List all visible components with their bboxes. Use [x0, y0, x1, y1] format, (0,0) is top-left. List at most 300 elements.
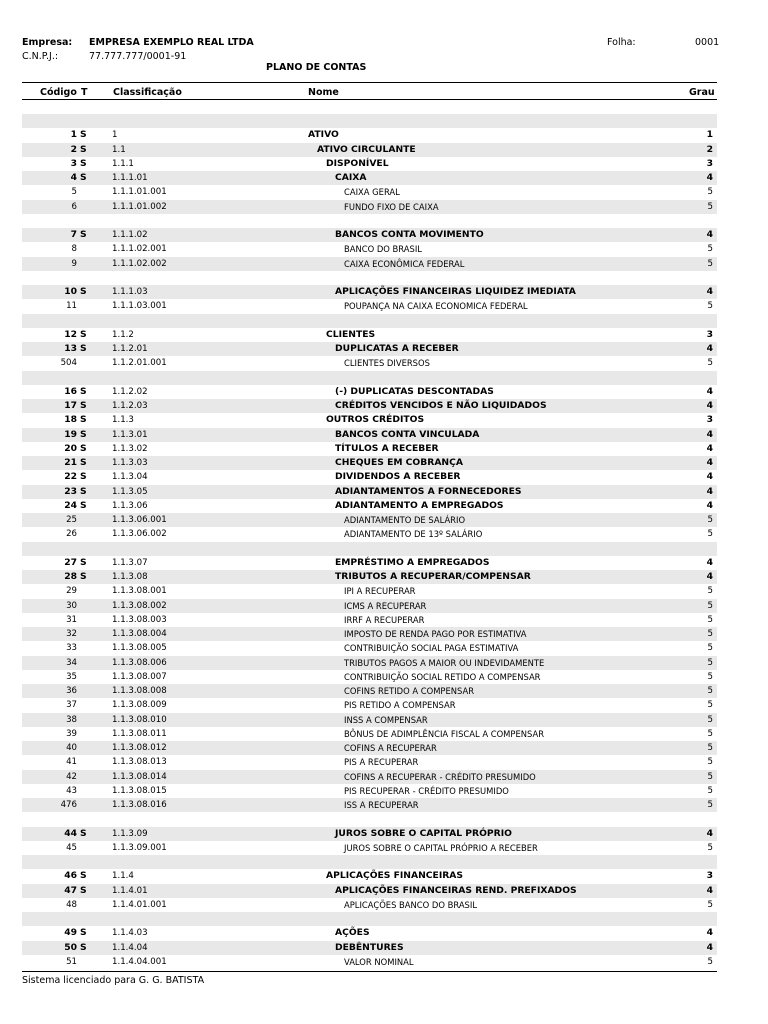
cell-t: S: [80, 927, 87, 939]
cell-classificacao: 1.1.4: [112, 871, 134, 882]
table-row: [22, 442, 717, 456]
cell-nome: IPI A RECUPERAR: [344, 586, 416, 597]
cell-nome: TRIBUTOS PAGOS A MAIOR OU INDEVIDAMENTE: [344, 657, 545, 668]
cell-nome: BANCOS CONTA VINCULADA: [335, 428, 480, 440]
cell-codigo: 51: [66, 956, 77, 967]
page-title: PLANO DE CONTAS: [266, 62, 367, 73]
cell-classificacao: 1.1.3.06: [112, 500, 148, 511]
table-row: [22, 499, 717, 513]
cell-t: S: [80, 870, 87, 882]
table-row: [22, 755, 717, 769]
table-row: [22, 157, 717, 171]
cell-nome: VALOR NOMINAL: [344, 956, 414, 967]
cell-codigo: 10: [64, 286, 77, 297]
table-row: [22, 627, 717, 641]
table-row: [22, 713, 717, 727]
cell-codigo: 30: [66, 600, 77, 611]
table-row: [22, 513, 717, 527]
cell-codigo: 20: [64, 442, 77, 454]
cell-classificacao: 1.1.3: [112, 415, 134, 426]
cell-nome: FUNDO FIXO DE CAIXA: [344, 201, 439, 212]
table-row: [22, 884, 717, 898]
cell-codigo: 23: [64, 485, 77, 497]
blank-row: [22, 214, 717, 228]
cell-codigo: 1: [70, 129, 77, 141]
cell-nome: IRRF A RECUPERAR: [344, 614, 425, 625]
cell-classificacao: 1.1.3.06.002: [112, 529, 167, 540]
cell-classificacao: 1.1.3.08.007: [112, 671, 167, 682]
cell-grau: 5: [707, 771, 713, 782]
cell-grau: 5: [707, 686, 713, 696]
cell-codigo: 50: [64, 941, 77, 953]
empresa-label: Empresa:: [22, 37, 73, 48]
cell-nome: CHEQUES EM COBRANÇA: [335, 457, 463, 468]
cell-grau: 5: [707, 586, 713, 597]
cell-codigo: 12: [64, 328, 77, 340]
header-rule: [22, 82, 717, 83]
cell-classificacao: 1.1.3.08.008: [112, 686, 167, 696]
cell-t: S: [80, 442, 87, 454]
cell-grau: 4: [706, 556, 713, 568]
cell-grau: 5: [707, 657, 713, 668]
cell-classificacao: 1.1.3.08.012: [112, 743, 167, 753]
cell-grau: 4: [706, 400, 713, 411]
cell-t: S: [80, 457, 87, 468]
table-row: [22, 841, 717, 855]
cell-classificacao: 1.1.3.07: [112, 557, 148, 568]
cell-nome: (-) DUPLICATAS DESCONTADAS: [335, 385, 494, 397]
cell-codigo: 13: [64, 343, 77, 354]
cell-classificacao: 1.1.3.08.009: [112, 700, 167, 711]
cell-grau: 5: [707, 671, 713, 682]
cell-grau: 5: [707, 358, 713, 369]
table-row: [22, 684, 717, 698]
cell-codigo: 48: [66, 899, 77, 910]
table-row: [22, 698, 717, 712]
cell-classificacao: 1.1.2.01.001: [112, 358, 167, 369]
table-row: [22, 784, 717, 798]
cell-codigo: 22: [64, 471, 77, 483]
cell-nome: ISS A RECUPERAR: [344, 800, 419, 810]
cell-classificacao: 1: [112, 130, 118, 141]
cell-nome: PIS RECUPERAR - CRÉDITO PRESUMIDO: [344, 785, 509, 796]
cell-nome: BANCOS CONTA MOVIMENTO: [335, 229, 484, 240]
blank-row: [22, 114, 717, 128]
footer-rule: [22, 971, 717, 972]
cell-grau: 5: [707, 643, 713, 654]
cell-grau: 5: [707, 714, 713, 725]
cell-classificacao: 1.1.1.03: [112, 287, 148, 297]
cell-codigo: 29: [66, 586, 77, 597]
cell-classificacao: 1.1.3.09: [112, 828, 148, 839]
cell-codigo: 9: [71, 258, 77, 269]
cell-nome: IMPOSTO DE RENDA PAGO POR ESTIMATIVA: [344, 629, 527, 639]
cell-t: S: [80, 471, 87, 483]
cell-t: S: [80, 129, 87, 141]
cell-classificacao: 1.1.3.06.001: [112, 515, 167, 525]
table-row: [22, 570, 717, 584]
cell-grau: 5: [707, 258, 713, 269]
cell-nome: TRIBUTOS A RECUPERAR/COMPENSAR: [335, 571, 531, 582]
cell-grau: 5: [707, 629, 713, 639]
cell-codigo: 24: [64, 499, 77, 511]
table-row: [22, 869, 717, 883]
cell-codigo: 6: [71, 201, 77, 212]
col-grau: Grau: [689, 87, 715, 98]
cell-nome: ATIVO CIRCULANTE: [317, 143, 416, 155]
table-row: [22, 299, 717, 313]
cell-codigo: 19: [64, 428, 77, 440]
cell-t: S: [80, 343, 87, 354]
cell-grau: 5: [707, 600, 713, 611]
cell-grau: 3: [706, 870, 713, 882]
cell-classificacao: 1.1.1.01: [112, 173, 148, 183]
cell-nome: TÍTULOS A RECEBER: [335, 442, 439, 454]
cell-grau: 4: [706, 927, 713, 939]
cell-classificacao: 1.1.3.08.016: [112, 800, 167, 810]
blank-row: [22, 812, 717, 826]
col-classificacao: Classificação: [113, 87, 182, 98]
cell-codigo: 36: [66, 686, 77, 696]
cell-nome: COFINS RETIDO A COMPENSAR: [344, 686, 475, 696]
cell-nome: CLIENTES: [326, 328, 376, 340]
cell-nome: CAIXA ECONÔMICA FEDERAL: [344, 258, 465, 269]
cell-classificacao: 1.1.1.02.002: [112, 258, 167, 269]
cell-grau: 4: [706, 428, 713, 440]
cell-nome: ADIANTAMENTO DE 13º SALÁRIO: [344, 529, 483, 540]
table-row: [22, 898, 717, 912]
cell-classificacao: 1.1.1.02.001: [112, 244, 167, 255]
cell-codigo: 44: [64, 827, 77, 839]
cell-grau: 4: [706, 499, 713, 511]
cell-grau: 5: [707, 842, 713, 853]
table-row: [22, 356, 717, 370]
table-row: [22, 143, 717, 157]
cell-nome: POUPANÇA NA CAIXA ECONOMICA FEDERAL: [344, 301, 528, 312]
cell-grau: 4: [706, 385, 713, 397]
cell-grau: 3: [706, 328, 713, 340]
cell-nome: INSS A COMPENSAR: [344, 714, 428, 725]
cell-classificacao: 1.1.3.05: [112, 486, 148, 497]
cell-codigo: 37: [66, 700, 77, 711]
cell-nome: ADIANTAMENTO DE SALÁRIO: [344, 515, 466, 525]
cell-codigo: 17: [64, 400, 77, 411]
cell-t: S: [80, 571, 87, 582]
cell-grau: 4: [706, 286, 713, 297]
cell-classificacao: 1.1.1.01.002: [112, 201, 167, 212]
cell-codigo: 476: [60, 800, 77, 810]
cell-nome: EMPRÉSTIMO A EMPREGADOS: [335, 556, 490, 568]
cell-nome: ATIVO: [308, 129, 339, 141]
cell-nome: CAIXA: [335, 172, 367, 183]
cell-grau: 5: [707, 187, 713, 198]
table-row: [22, 827, 717, 841]
cell-codigo: 45: [66, 842, 77, 853]
cell-grau: 5: [707, 800, 713, 810]
cell-classificacao: 1.1.3.08.014: [112, 771, 167, 782]
cell-classificacao: 1.1.3.08.002: [112, 600, 167, 611]
col-codigo: Código: [40, 87, 77, 98]
cell-grau: 4: [706, 457, 713, 468]
cell-grau: 1: [706, 129, 713, 141]
cell-nome: ADIANTAMENTO A EMPREGADOS: [335, 499, 504, 511]
cell-codigo: 26: [66, 529, 77, 540]
cell-grau: 5: [707, 956, 713, 967]
blank-row: [22, 371, 717, 385]
cell-codigo: 28: [64, 571, 77, 582]
cell-grau: 5: [707, 899, 713, 910]
table-row: [22, 285, 717, 299]
cell-grau: 5: [707, 743, 713, 753]
cell-codigo: 47: [64, 884, 77, 896]
cell-classificacao: 1.1.3.08.001: [112, 586, 167, 597]
cell-t: S: [80, 143, 87, 155]
cell-classificacao: 1.1.1.01.001: [112, 187, 167, 198]
cell-t: S: [80, 157, 87, 169]
cell-nome: ICMS A RECUPERAR: [344, 600, 427, 611]
cell-t: S: [80, 428, 87, 440]
cell-t: S: [80, 172, 87, 183]
cell-codigo: 16: [64, 385, 77, 397]
table-row: [22, 200, 717, 214]
cell-classificacao: 1.1.3.09.001: [112, 842, 167, 853]
cell-nome: JUROS SOBRE O CAPITAL PRÓPRIO A RECEBER: [344, 842, 538, 853]
cell-codigo: 33: [66, 643, 77, 654]
cell-grau: 4: [706, 343, 713, 354]
cell-classificacao: 1.1.3.08.011: [112, 728, 167, 739]
table-row: [22, 185, 717, 199]
table-row: [22, 556, 717, 570]
table-row: [22, 171, 717, 185]
cell-nome: CRÉDITOS VENCIDOS E NÃO LIQUIDADOS: [335, 400, 547, 411]
table-row: [22, 727, 717, 741]
table-row: [22, 399, 717, 413]
table-row: [22, 328, 717, 342]
table-row: [22, 955, 717, 969]
table-row: [22, 584, 717, 598]
table-row: [22, 228, 717, 242]
table-row: [22, 385, 717, 399]
cell-t: S: [80, 941, 87, 953]
cell-nome: COFINS A RECUPERAR - CRÉDITO PRESUMIDO: [344, 771, 536, 782]
cell-classificacao: 1.1: [112, 144, 126, 155]
cell-t: S: [80, 286, 87, 297]
cell-t: S: [80, 414, 87, 426]
cell-codigo: 35: [66, 671, 77, 682]
cell-codigo: 32: [66, 629, 77, 639]
cell-codigo: 27: [64, 556, 77, 568]
table-row: [22, 741, 717, 755]
cell-grau: 2: [706, 143, 713, 155]
cell-nome: DEBÊNTURES: [335, 941, 404, 953]
cell-classificacao: 1.1.4.03: [112, 928, 148, 939]
cell-nome: DISPONÍVEL: [326, 157, 389, 169]
cell-nome: APLICAÇÕES FINANCEIRAS LIQUIDEZ IMEDIATA: [335, 286, 576, 297]
cell-codigo: 504: [60, 358, 77, 369]
cell-t: S: [80, 400, 87, 411]
cell-codigo: 7: [70, 229, 77, 240]
footer-text: Sistema licenciado para G. G. BATISTA: [22, 975, 205, 986]
cell-grau: 4: [706, 941, 713, 953]
cell-classificacao: 1.1.3.08.013: [112, 757, 167, 768]
cell-grau: 4: [706, 172, 713, 183]
cell-nome: CLIENTES DIVERSOS: [344, 358, 430, 369]
cell-classificacao: 1.1.3.08.003: [112, 614, 167, 625]
blank-row: [22, 271, 717, 285]
cell-nome: PIS RETIDO A COMPENSAR: [344, 700, 456, 711]
cell-classificacao: 1.1.1.03.001: [112, 301, 167, 312]
cell-nome: CONTRIBUIÇÃO SOCIAL PAGA ESTIMATIVA: [344, 643, 519, 654]
table-row: [22, 342, 717, 356]
cell-codigo: 34: [66, 657, 77, 668]
table-row: [22, 599, 717, 613]
cell-grau: 4: [706, 471, 713, 483]
cell-grau: 5: [707, 529, 713, 540]
empresa-value: EMPRESA EXEMPLO REAL LTDA: [89, 37, 254, 48]
cell-nome: AÇÕES: [335, 927, 370, 939]
cell-codigo: 49: [64, 927, 77, 939]
cell-classificacao: 1.1.3.08.004: [112, 629, 167, 639]
table-row: [22, 670, 717, 684]
blank-row: [22, 855, 717, 869]
table-row: [22, 770, 717, 784]
table-row: [22, 456, 717, 470]
cell-nome: JUROS SOBRE O CAPITAL PRÓPRIO: [335, 827, 512, 839]
table-row: [22, 257, 717, 271]
table-row: [22, 413, 717, 427]
cell-nome: DIVIDENDOS A RECEBER: [335, 471, 461, 483]
cell-classificacao: 1.1.3.08.015: [112, 785, 167, 796]
cell-classificacao: 1.1.3.02: [112, 443, 148, 454]
cell-classificacao: 1.1.4.04.001: [112, 956, 167, 967]
cell-grau: 4: [706, 229, 713, 240]
table-row: [22, 941, 717, 955]
table-row: [22, 641, 717, 655]
folha-label: Folha:: [607, 37, 636, 48]
col-t: T: [81, 87, 88, 98]
cell-codigo: 31: [66, 614, 77, 625]
cell-codigo: 38: [66, 714, 77, 725]
cell-classificacao: 1.1.3.01: [112, 429, 148, 440]
table-row: [22, 128, 717, 142]
cell-codigo: 18: [64, 414, 77, 426]
cell-nome: COFINS A RECUPERAR: [344, 743, 437, 753]
cell-classificacao: 1.1.3.08.006: [112, 657, 167, 668]
cell-t: S: [80, 827, 87, 839]
accounts-table: [22, 114, 717, 969]
cell-nome: BANCO DO BRASIL: [344, 244, 422, 255]
cell-grau: 5: [707, 728, 713, 739]
cell-classificacao: 1.1.3.03: [112, 458, 148, 468]
cell-t: S: [80, 485, 87, 497]
cell-nome: PIS A RECUPERAR: [344, 757, 419, 768]
cell-grau: 4: [706, 827, 713, 839]
cell-t: S: [80, 556, 87, 568]
folha-value: 0001: [695, 37, 720, 48]
blank-row: [22, 542, 717, 556]
table-row: [22, 613, 717, 627]
cell-codigo: 43: [66, 785, 77, 796]
cell-grau: 4: [706, 485, 713, 497]
cell-nome: DUPLICATAS A RECEBER: [335, 343, 459, 354]
table-row: [22, 798, 717, 812]
table-row: [22, 485, 717, 499]
cell-classificacao: 1.1.4.01: [112, 885, 148, 896]
cell-grau: 5: [707, 757, 713, 768]
table-row: [22, 926, 717, 940]
cell-grau: 5: [707, 301, 713, 312]
cell-grau: 5: [707, 515, 713, 525]
cell-t: S: [80, 385, 87, 397]
cell-t: S: [80, 884, 87, 896]
cell-t: S: [80, 328, 87, 340]
cell-grau: 3: [706, 414, 713, 426]
cell-classificacao: 1.1.3.08.005: [112, 643, 167, 654]
cell-codigo: 42: [66, 771, 77, 782]
table-row: [22, 656, 717, 670]
blank-row: [22, 912, 717, 926]
cell-nome: ADIANTAMENTOS A FORNECEDORES: [335, 485, 522, 497]
cell-codigo: 5: [71, 187, 77, 198]
cell-codigo: 8: [71, 244, 77, 255]
cell-t: S: [80, 229, 87, 240]
cell-classificacao: 1.1.4.04: [112, 942, 148, 953]
cell-nome: OUTROS CRÉDITOS: [326, 414, 425, 426]
cell-classificacao: 1.1.3.08: [112, 572, 148, 582]
cell-classificacao: 1.1.1.02: [112, 230, 148, 240]
cell-codigo: 39: [66, 728, 77, 739]
cell-grau: 4: [706, 442, 713, 454]
cell-codigo: 11: [66, 301, 77, 312]
cell-codigo: 41: [66, 757, 77, 768]
cell-nome: APLICAÇÕES BANCO DO BRASIL: [344, 899, 478, 910]
cell-codigo: 25: [66, 515, 77, 525]
cell-nome: BÔNUS DE ADIMPLÊNCIA FISCAL A COMPENSAR: [344, 728, 545, 739]
cnpj-label: C.N.P.J.:: [22, 51, 59, 62]
columns-rule: [22, 99, 717, 100]
cell-codigo: 21: [64, 457, 77, 468]
cell-codigo: 46: [64, 870, 77, 882]
cell-grau: 5: [707, 785, 713, 796]
blank-row: [22, 314, 717, 328]
cell-classificacao: 1.1.3.08.010: [112, 714, 167, 725]
cell-codigo: 40: [66, 743, 77, 753]
cell-classificacao: 1.1.3.04: [112, 472, 148, 483]
cell-codigo: 4: [70, 172, 77, 183]
cell-classificacao: 1.1.2.01: [112, 344, 148, 354]
col-nome: Nome: [308, 87, 339, 98]
cell-codigo: 3: [70, 157, 77, 169]
cell-grau: 5: [707, 700, 713, 711]
cell-grau: 5: [707, 614, 713, 625]
cell-classificacao: 1.1.2.02: [112, 386, 148, 397]
cnpj-value: 77.777.777/0001-91: [89, 51, 187, 62]
cell-nome: APLICAÇÕES FINANCEIRAS: [326, 870, 464, 882]
table-row: [22, 242, 717, 256]
cell-classificacao: 1.1.4.01.001: [112, 899, 167, 910]
cell-nome: CONTRIBUIÇÃO SOCIAL RETIDO A COMPENSAR: [344, 671, 541, 682]
cell-classificacao: 1.1.1: [112, 158, 134, 169]
cell-codigo: 2: [70, 143, 77, 155]
table-row: [22, 428, 717, 442]
cell-grau: 5: [707, 244, 713, 255]
cell-grau: 4: [706, 884, 713, 896]
cell-grau: 3: [706, 157, 713, 169]
cell-t: S: [80, 499, 87, 511]
cell-grau: 5: [707, 201, 713, 212]
cell-nome: CAIXA GERAL: [344, 187, 400, 198]
table-row: [22, 527, 717, 541]
